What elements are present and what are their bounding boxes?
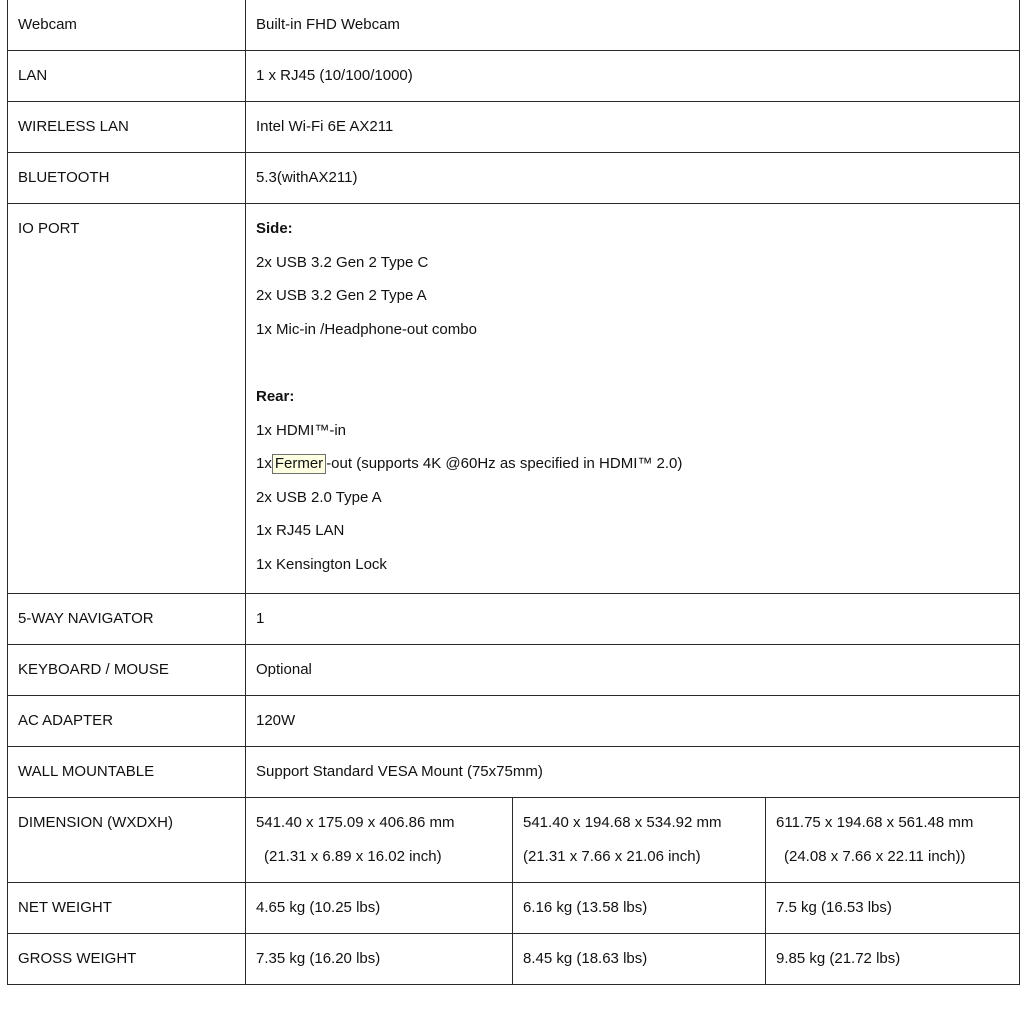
side-heading: Side: [256, 220, 293, 237]
spec-label: 5-WAY NAVIGATOR [8, 594, 246, 645]
spec-row-adapter [8, 696, 1020, 747]
spec-label: DIMENSION (WXDXH) [8, 798, 246, 883]
spec-value: Optional [246, 645, 1020, 696]
spec-label: WIRELESS LAN [8, 102, 246, 153]
weight-value: 7.35 kg (16.20 lbs) [246, 934, 513, 985]
spec-value: 1 x RJ45 (10/100/1000) [246, 51, 1020, 102]
spec-row-keyboard [8, 645, 1020, 696]
port-item: 1x RJ45 LAN [256, 522, 345, 539]
spec-label: BLUETOOTH [8, 153, 246, 204]
port-item: 2x USB 3.2 Gen 2 Type A [256, 287, 427, 304]
spec-row-navigator [8, 594, 1020, 645]
spec-row-net-weight [8, 883, 1020, 934]
spec-row-gross-weight [8, 934, 1020, 985]
weight-value: 4.65 kg (10.25 lbs) [246, 883, 513, 934]
spec-row-webcam [8, 0, 1020, 51]
spec-label: WALL MOUNTABLE [8, 747, 246, 798]
spec-value-io [246, 204, 1020, 594]
weight-value: 8.45 kg (18.63 lbs) [513, 934, 766, 985]
spec-label: IO PORT [8, 204, 246, 594]
port-item: 1x Kensington Lock [256, 555, 387, 573]
port-item: 2x USB 2.0 Type A [256, 488, 382, 506]
spec-row-lan [8, 51, 1020, 102]
spec-row-io-port [8, 204, 1020, 594]
close-tooltip: Fermer [272, 454, 326, 474]
spec-label: GROSS WEIGHT [8, 934, 246, 985]
weight-value: 9.85 kg (21.72 lbs) [766, 934, 1020, 985]
spec-label: LAN [8, 51, 246, 102]
spec-row-dimension [8, 798, 1020, 883]
weight-value: 6.16 kg (13.58 lbs) [513, 883, 766, 934]
spec-row-bluetooth [8, 153, 1020, 204]
spec-label: KEYBOARD / MOUSE [8, 645, 246, 696]
spec-value: 5.3(withAX211) [246, 153, 1020, 204]
spec-label: Webcam [8, 0, 246, 51]
spec-value: Intel Wi-Fi 6E AX211 [246, 102, 1020, 153]
port-item: 1x Fermer -out (supports 4K @60Hz as specified in HDMI™ 2.0) [256, 455, 683, 472]
spec-row-wireless-lan [8, 102, 1020, 153]
dimension-value: 541.40 x 194.68 x 534.92 mm (21.31 x 7.66 x 21.06 inch) [513, 798, 766, 883]
spec-table [7, 0, 1020, 985]
spec-value: 1 [246, 594, 1020, 645]
rear-heading: Rear: [256, 388, 295, 405]
weight-value: 7.5 kg (16.53 lbs) [766, 883, 1020, 934]
spec-value: Support Standard VESA Mount (75x75mm) [246, 747, 1020, 798]
dimension-value: 611.75 x 194.68 x 561.48 mm (24.08 x 7.66 x 22.11 inch)) [766, 798, 1020, 883]
port-item: 1x Mic-in /Headphone-out combo [256, 320, 477, 338]
spec-label: AC ADAPTER [8, 696, 246, 747]
port-item: 2x USB 3.2 Gen 2 Type C [256, 253, 429, 271]
spec-value: Built-in FHD Webcam [246, 0, 1020, 51]
port-item: 1x HDMI™-in [256, 421, 347, 439]
spec-row-wall-mountable [8, 747, 1020, 798]
spec-label: NET WEIGHT [8, 883, 246, 934]
dimension-value: 541.40 x 175.09 x 406.86 mm (21.31 x 6.89 x 16.02 inch) [246, 798, 513, 883]
spec-value: 120W [246, 696, 1020, 747]
